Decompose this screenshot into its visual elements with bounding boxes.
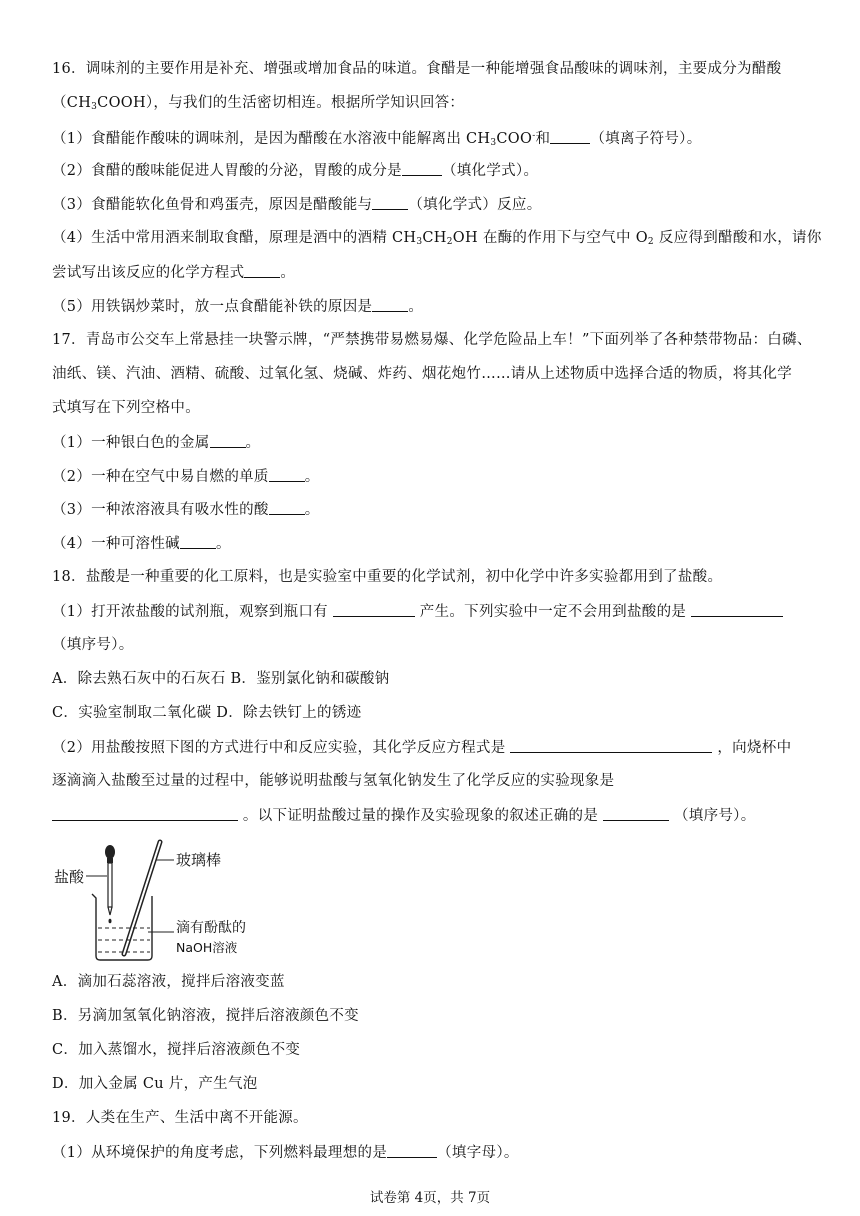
figure-label-solution-1: 滴有酚酞的: [176, 920, 246, 936]
answer-blank[interactable]: [603, 805, 669, 821]
answer-blank[interactable]: [550, 128, 590, 144]
figure-label-acid: 盐酸: [54, 868, 85, 886]
q19-stem: 19．人类在生产、生活中离不开能源。: [52, 1110, 308, 1126]
q18-part2-line1: （2）用盐酸按照下图的方式进行中和反应实验，其化学反应方程式是 ，向烧杯中: [52, 737, 812, 758]
q18-options-cd: C．实验室制取二氧化碳 D．除去铁钉上的锈迹: [52, 705, 362, 721]
q18-option-a: A．滴加石蕊溶液，搅拌后溶液变蓝: [52, 974, 285, 990]
answer-blank[interactable]: [180, 533, 216, 549]
dropper-icon: [105, 845, 115, 923]
beaker-icon: [92, 894, 152, 960]
answer-blank[interactable]: [52, 805, 238, 821]
q16-part1: （1）食醋能作酸味的调味剂，是因为醋酸在水溶液中能解离出 $CH_3COO^-$和 （填离子符号）。: [52, 126, 812, 153]
q18-option-d: D．加入金属 Cu 片，产生气泡: [52, 1076, 258, 1092]
answer-blank[interactable]: [510, 737, 712, 753]
q18-option-b: B．另滴加氢氧化钠溶液，搅拌后溶液颜色不变: [52, 1008, 359, 1024]
glass-rod-icon: [124, 842, 160, 954]
q16-stem-line2: $(CH_3COOH)$，与我们的生活密切相连。根据所学知识回答：: [52, 95, 465, 112]
q16-stem-line1: 16．调味剂的主要作用是补充、增强或增加食品的味道。食醋是一种能增强食品酸味的调味剂，主要成分为醋酸: [52, 61, 782, 77]
figure-label-rod: 玻璃棒: [176, 851, 222, 869]
q17-part4: （4）一种可溶性碱 。: [52, 533, 812, 554]
answer-blank[interactable]: [387, 1142, 437, 1158]
answer-blank[interactable]: [691, 601, 783, 617]
answer-blank[interactable]: [372, 296, 408, 312]
answer-blank[interactable]: [269, 499, 305, 515]
q17-stem-line2: 油纸、镁、汽油、酒精、硫酸、过氧化氢、烧碱、炸药、烟花炮竹……请从上述物质中选择合适的物质，将其化学: [52, 366, 792, 382]
answer-blank[interactable]: [210, 432, 246, 448]
q16-part5: （5）用铁锅炒菜时，放一点食醋能补铁的原因是 。: [52, 296, 812, 317]
q18-stem: 18．盐酸是一种重要的化工原料，也是实验室中重要的化学试剂，初中化学中许多实验都用到了盐酸。: [52, 569, 723, 585]
figure-label-solution-2: NaOH溶液: [176, 940, 238, 955]
answer-blank[interactable]: [244, 262, 280, 278]
q16-part3: （3）食醋能软化鱼骨和鸡蛋壳，原因是醋酸能与 （填化学式）反应。: [52, 194, 812, 215]
answer-blank[interactable]: [333, 601, 415, 617]
q17-stem-line3: 式填写在下列空格中。: [52, 400, 200, 416]
q17-part2: （2）一种在空气中易自燃的单质 。: [52, 466, 812, 487]
q16-part4-line2: 尝试写出该反应的化学方程式 。: [52, 262, 812, 283]
neutralization-experiment-figure: [52, 838, 272, 968]
q17-part3: （3）一种浓溶液具有吸水性的酸 。: [52, 499, 812, 520]
answer-blank[interactable]: [269, 466, 305, 482]
q17-part1: （1）一种银白色的金属 。: [52, 432, 812, 453]
answer-blank[interactable]: [372, 194, 408, 210]
q16-part4-line1: （4）生活中常用酒来制取食醋，原理是酒中的酒精 $CH_3CH_2OH$ 在酶的作用下与空气中 $O_2$ 反应得到醋酸和水，请你: [52, 230, 822, 247]
q18-part1-line1: （1）打开浓盐酸的试剂瓶，观察到瓶口有 产生。下列实验中一定不会用到盐酸的是: [52, 601, 812, 622]
q18-option-c: C．加入蒸馏水，搅拌后溶液颜色不变: [52, 1042, 301, 1058]
q18-part1-line2: （填序号）。: [52, 637, 134, 653]
answer-blank[interactable]: [402, 160, 442, 176]
q18-options-ab: A．除去熟石灰中的石灰石 B．鉴别氯化钠和碳酸钠: [52, 671, 390, 687]
q19-part1: （1）从环境保护的角度考虑，下列燃料最理想的是 （填字母）。: [52, 1142, 812, 1163]
page-footer: 试卷第 4页，共 7页: [369, 1190, 491, 1206]
q18-part2-line3: 。以下证明盐酸过量的操作及实验现象的叙述正确的是 （填序号）。: [52, 805, 812, 826]
q18-part2-line2: 逐滴滴入盐酸至过量的过程中，能够说明盐酸与氢氧化钠发生了化学反应的实验现象是: [52, 773, 615, 789]
q16-part2: （2）食醋的酸味能促进人胃酸的分泌，胃酸的成分是 （填化学式）。: [52, 160, 812, 181]
q17-stem-line1: 17．青岛市公交车上常悬挂一块警示牌，“严禁携带易燃易爆、化学危险品上车！”下面列举了各种禁带物品：白磷、: [52, 332, 812, 348]
